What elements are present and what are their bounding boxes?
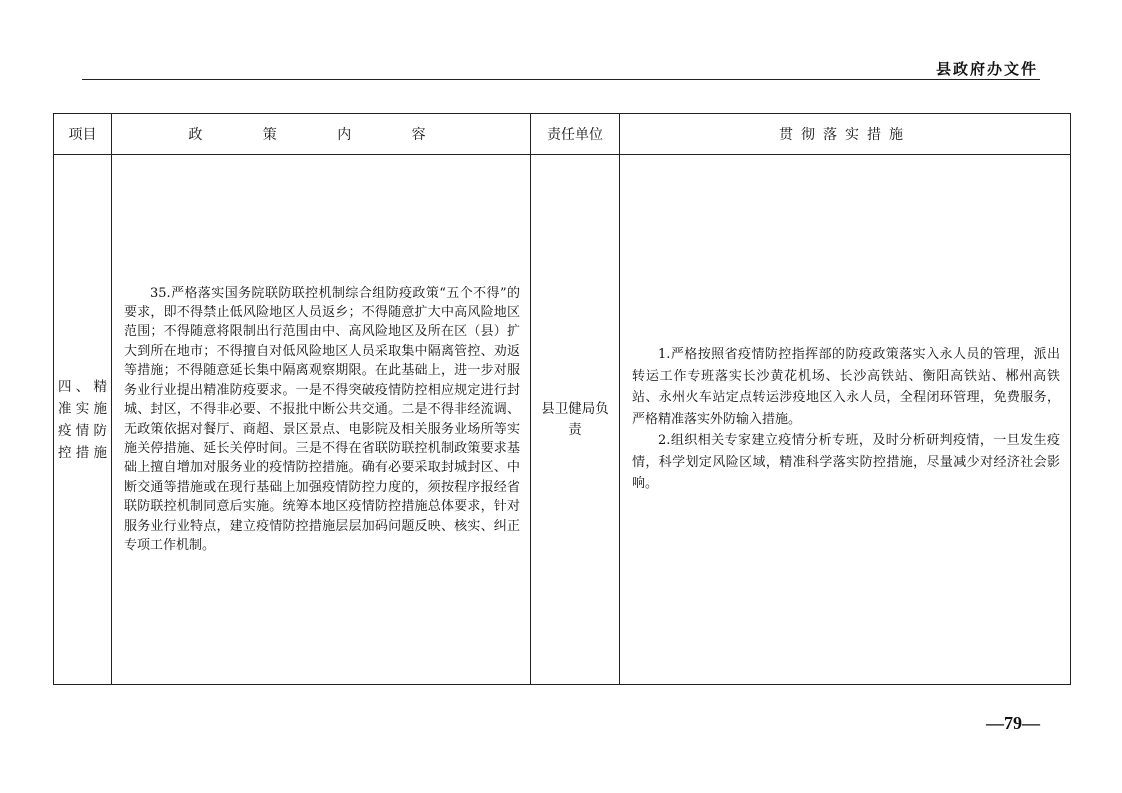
measures-cell (620, 155, 1071, 685)
column-header-measures: 贯彻落实措施 (620, 114, 1071, 155)
column-header-policy: 政 策 内 容 (112, 114, 531, 155)
header-divider (82, 79, 1040, 80)
item-line: 疫情防 (58, 422, 107, 439)
measure-paragraph: 1.严格按照省疫情防控指挥部的防疫政策落实入永人员的管理，派出转运工作专班落实长沙黄花机场、长沙高铁站、衡阳高铁站、郴州高铁站、永州火车站定点转运涉疫地区入永人员，全程闭环管理，免费服务，严格精准落实外防输入措施。 (632, 347, 1060, 427)
table-row (54, 155, 1071, 685)
item-line: 准实施 (58, 400, 107, 417)
policy-paragraph: 35.严格落实国务院联防联控机制综合组防疫政策“五个不得”的要求，即不得禁止低风险地区人员返乡；不得随意扩大中高风险地区范围；不得随意将限制出行范围由中、高风险地区及所在区（县）扩大到所在地市；不得擅自对低风险地区人员采取集中隔离管控、劝返等措施；不得随意延长集中隔离观察期限。在此基础上，进一步对服务业行业提出精准防疫要求。一是不得突破疫情防控相应规定进行封城、封区，不得非必要、不报批中断公共交通。二是不得非经流调、无政策依据对餐厅、商超、景区景点、电影院及相关服务业场所等实施关停措施、延长关停时间。三是不得在省联防联控机制政策要求基础上擅自增加对服务业的疫情防控措施。确有必要采取封城封区、中断交通等措施或在现行基础上加强疫情防控力度的，须按程序报经省联防联控机制同意后实施。统筹本地区疫情防控措施总体要求，针对服务业行业特点，建立疫情防控措施层层加码问题反映、核实、纠正专项工作机制。 (124, 285, 520, 553)
page-number: —79— (986, 713, 1040, 733)
item-line: 四、精 (58, 378, 107, 395)
policy-content-cell (112, 155, 531, 685)
column-header-responsible: 责任单位 (531, 114, 620, 155)
responsible-unit-cell: 县卫健局负责 (531, 155, 620, 685)
table-header-row (54, 114, 1071, 155)
document-header-title: 县政府办文件 (935, 60, 1038, 78)
item-cell (54, 155, 112, 685)
policy-table (53, 113, 1071, 685)
column-header-item: 项目 (54, 114, 112, 155)
measure-paragraph: 2.组织相关专家建立疫情分析专班，及时分析研判疫情，一旦发生疫情，科学划定风险区域，精准科学落实防控措施，尽量减少对经济社会影响。 (632, 433, 1060, 492)
item-line: 控措施 (58, 444, 107, 461)
